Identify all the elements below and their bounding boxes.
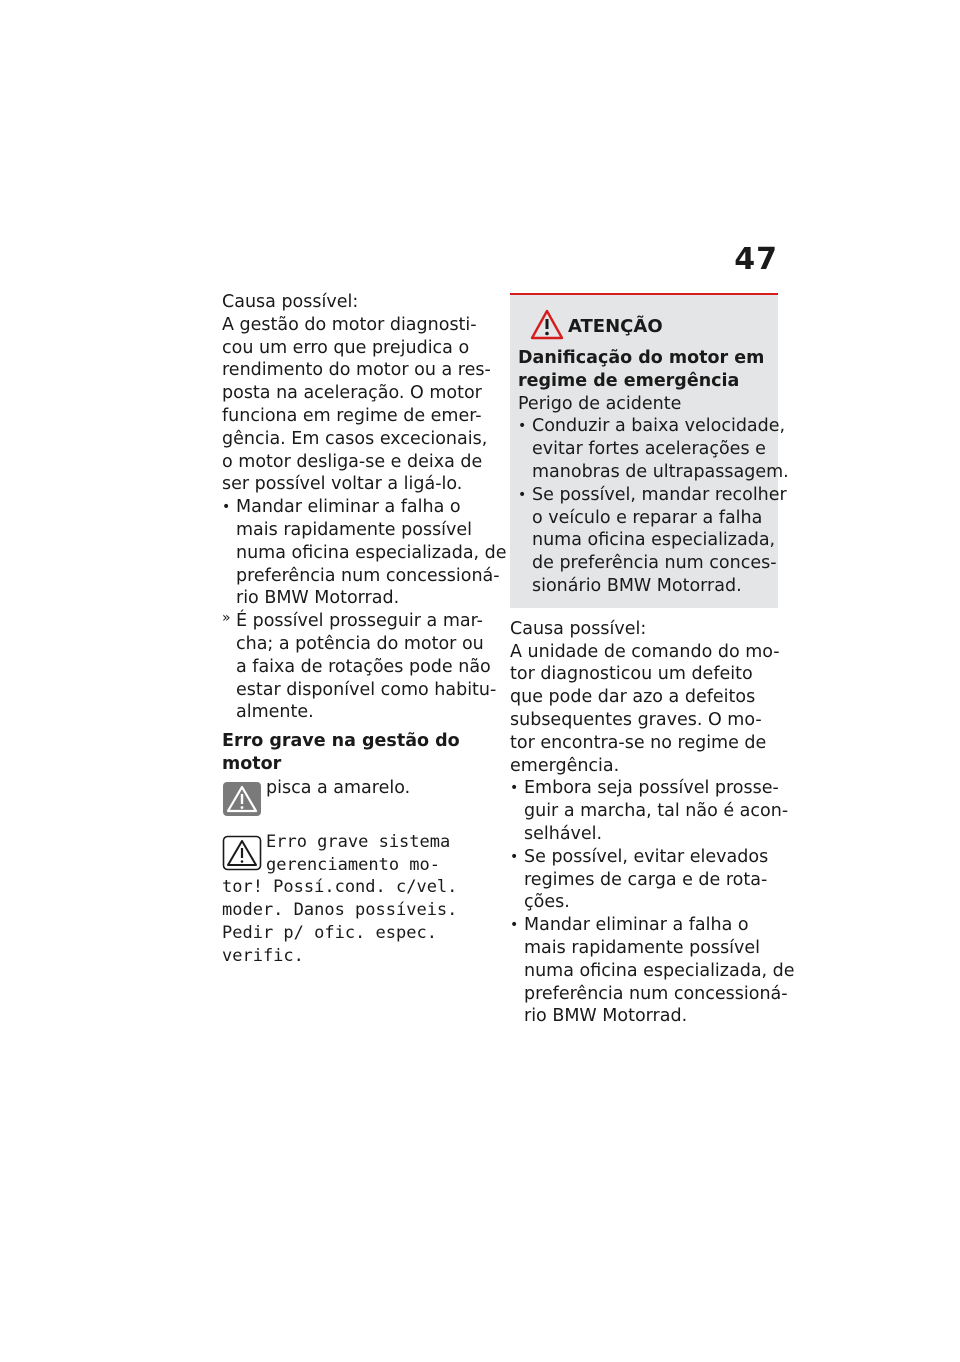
text-line: emergência.	[510, 755, 620, 776]
bullet-mark: •	[518, 418, 527, 435]
text-line: de preferência num conces-	[532, 553, 777, 574]
text-line: selhável.	[524, 823, 603, 844]
subtitle-line: Danificação do motor em	[518, 348, 765, 368]
cause-paragraph	[510, 618, 778, 778]
text-line: tor encontra-se no regime de	[510, 732, 767, 753]
display-line: moder. Danos possíveis.	[222, 900, 458, 921]
page-number: 47	[734, 242, 778, 277]
text-line: rendimento do motor ou a res-	[222, 360, 491, 381]
text-line: ser possível voltar a ligá-lo.	[222, 474, 463, 495]
bullet-mark: •	[518, 486, 527, 503]
text-line: numa oficina especializada, de	[236, 542, 507, 563]
warning-box	[510, 293, 789, 608]
text-line: tor diagnosticou um defeito	[510, 664, 753, 685]
text-line: Embora seja possível prosse-	[524, 778, 779, 799]
indicator-row	[222, 777, 494, 817]
bullet-mark: •	[222, 499, 231, 516]
text-line: funciona em regime de emer-	[222, 405, 482, 426]
display-line: Erro grave sistema	[266, 831, 451, 852]
action-bullet	[510, 846, 778, 914]
display-line: gerenciamento mo-	[266, 854, 440, 875]
text-line: o motor desliga-se e deixa de	[222, 451, 483, 472]
text-line: o veículo e reparar a falha	[532, 507, 763, 528]
text-line: cha; a potência do motor ou	[236, 633, 484, 654]
left-column	[222, 291, 507, 968]
subtitle-line: regime de emergência	[518, 370, 740, 391]
action-bullet	[510, 777, 789, 845]
text-line: mais rapidamente possível	[524, 937, 761, 958]
text-line: preferência num concessioná-	[524, 983, 788, 1004]
section-heading	[222, 730, 494, 776]
warning-header	[518, 309, 770, 347]
result-bullet	[222, 610, 497, 724]
bullet-mark: •	[510, 917, 519, 934]
text-line: posta na aceleração. O motor	[222, 383, 482, 404]
hazard-text: Perigo de acidente	[518, 393, 682, 414]
text-line: evitar fortes acelerações e	[532, 439, 766, 460]
cause-paragraph	[222, 291, 494, 496]
text-line: É possível prosseguir a mar-	[236, 611, 483, 632]
warning-title: ATENÇÃO	[568, 316, 663, 337]
text-line: Se possível, mandar recolher	[532, 484, 787, 505]
display-line: Pedir p/ ofic. espec.	[222, 922, 437, 943]
text-line: que pode dar azo a defeitos	[510, 687, 756, 708]
heading-line: Erro grave na gestão do	[222, 731, 460, 752]
warning-exclamation-icon	[530, 309, 564, 340]
text-line: Conduzir a baixa velocidade,	[532, 416, 786, 437]
result-mark: »	[222, 610, 231, 627]
text-line: almente.	[236, 702, 314, 723]
text-line: ções.	[524, 892, 570, 913]
display-line: verific.	[222, 945, 304, 966]
text-line: Mandar eliminar a falha o	[524, 915, 749, 936]
display-line: tor! Possí.cond. c/vel.	[222, 877, 458, 898]
text-line: numa oficina especializada,	[532, 530, 776, 551]
text-line: rio BMW Motorrad.	[524, 1006, 688, 1027]
text-line: numa oficina especializada, de	[524, 960, 795, 981]
text-line: a faixa de rotações pode não	[236, 656, 491, 677]
warning-triangle-outline-icon	[222, 835, 262, 871]
bullet-mark: •	[510, 780, 519, 797]
text-line: Se possível, evitar elevados	[524, 846, 769, 867]
text-line: Causa possível:	[222, 292, 359, 312]
text-line: manobras de ultrapassagem.	[532, 461, 789, 482]
text-line: rio BMW Motorrad.	[236, 588, 400, 609]
warning-subtitle	[518, 347, 770, 393]
right-column	[510, 293, 795, 1028]
heading-line: motor	[222, 753, 282, 774]
bullet-mark: •	[510, 848, 519, 865]
display-message	[222, 831, 494, 968]
text-line: estar disponível como habitu-	[236, 679, 497, 700]
warning-bullet	[518, 484, 787, 598]
indicator-text: pisca a amarelo.	[266, 777, 411, 798]
text-line: gência. Em casos excecionais,	[222, 428, 488, 449]
text-line: Mandar eliminar a falha o	[236, 497, 461, 518]
warning-triangle-icon	[222, 781, 262, 817]
text-line: subsequentes graves. O mo-	[510, 709, 762, 730]
text-line: mais rapidamente possível	[236, 519, 473, 540]
text-line: cou um erro que prejudica o	[222, 337, 470, 358]
text-line: Causa possível:	[510, 618, 647, 639]
text-line: A unidade de comando do mo-	[510, 641, 780, 662]
warning-bullet	[518, 415, 789, 483]
action-bullet	[510, 914, 795, 1028]
text-line: preferência num concessioná-	[236, 565, 500, 586]
text-line: A gestão do motor diagnosti-	[222, 314, 477, 335]
text-line: guir a marcha, tal não é acon-	[524, 801, 789, 822]
text-line: regimes de carga e de rota-	[524, 869, 768, 890]
action-bullet	[222, 496, 507, 610]
text-line: sionário BMW Motorrad.	[532, 575, 742, 596]
